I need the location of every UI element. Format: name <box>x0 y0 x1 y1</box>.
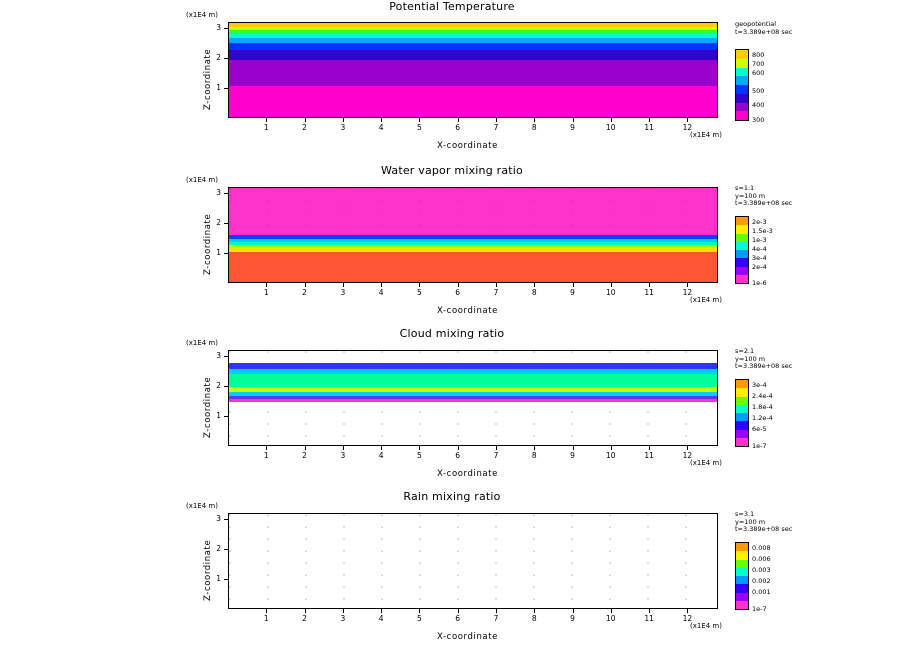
x-tick-label: 4 <box>378 288 384 297</box>
y-tick-label: 3 <box>216 188 221 197</box>
x-tick-label: 5 <box>417 288 422 297</box>
panel-title: Cloud mixing ratio <box>399 327 505 340</box>
x-tick-label: 1 <box>263 614 269 623</box>
y-tick-mark <box>224 223 228 224</box>
panel-title: Potential Temperature <box>389 0 515 13</box>
colorbar-tick-label: 500 <box>752 87 765 95</box>
x-tick-mark <box>534 446 535 450</box>
x-tick-label: 6 <box>455 123 461 132</box>
x-tick-mark <box>305 446 306 450</box>
x-tick-label: 10 <box>606 451 616 460</box>
colorbar-segment <box>736 59 748 68</box>
colorbar-tick-label: 0.008 <box>752 544 771 552</box>
contour-band <box>229 27 717 30</box>
colorbar-segment <box>736 111 748 120</box>
y-axis-unit-top: (x1E4 m) <box>186 11 218 19</box>
colorbar-segment <box>736 68 748 77</box>
colorbar-tick-label: 0.003 <box>752 566 771 574</box>
x-tick-mark <box>687 446 688 450</box>
colorbar-tick-label: 300 <box>752 116 765 124</box>
x-tick-mark <box>573 609 574 613</box>
contour-band <box>229 50 717 60</box>
colorbar-body <box>735 542 749 610</box>
x-tick-label: 8 <box>531 123 537 132</box>
x-tick-label: 1 <box>263 288 269 297</box>
colorbar-segment <box>736 593 748 601</box>
y-axis-unit-top: (x1E4 m) <box>186 176 218 184</box>
x-tick-mark <box>458 609 459 613</box>
x-tick-label: 10 <box>606 123 616 132</box>
y-tick-mark <box>224 579 228 580</box>
x-tick-label: 9 <box>570 451 575 460</box>
colorbar-tick-label: 1.8e-4 <box>752 403 773 411</box>
x-tick-label: 12 <box>682 451 693 460</box>
x-tick-mark <box>611 283 612 287</box>
colorbar-tick-label: 2e-4 <box>752 263 767 271</box>
contour-band <box>229 188 717 235</box>
colorbar-segment <box>736 250 748 258</box>
x-tick-label: 3 <box>340 288 346 297</box>
x-tick-label: 2 <box>302 123 307 132</box>
panel-cloud-mixing-ratio <box>0 325 904 485</box>
panel-water-vapor <box>0 162 904 322</box>
x-tick-mark <box>611 446 612 450</box>
colorbar-segment <box>736 225 748 233</box>
colorbar-segment <box>736 242 748 250</box>
contour-band <box>229 86 717 117</box>
contour-band <box>229 392 717 396</box>
colorbar-tick-label: 0.006 <box>752 555 771 563</box>
x-tick-mark <box>649 283 650 287</box>
x-axis-label: X-coordinate <box>437 632 499 642</box>
colorbar-segment <box>736 275 748 283</box>
colorbar-arrow-top <box>735 42 749 49</box>
colorbar-body <box>735 216 749 284</box>
x-tick-mark <box>496 446 497 450</box>
x-tick-label: 11 <box>644 288 654 297</box>
colorbar-tick-label: 600 <box>752 69 765 77</box>
x-tick-mark <box>419 283 420 287</box>
x-tick-mark <box>687 609 688 613</box>
colorbar-tick-label: 3e-4 <box>752 254 767 262</box>
colorbar-arrow-top <box>735 209 749 216</box>
y-axis-label: Z-coordinate <box>203 539 213 601</box>
contour-band <box>229 30 717 34</box>
x-tick-mark <box>419 609 420 613</box>
x-tick-mark <box>611 118 612 122</box>
colorbar-segment <box>736 601 748 609</box>
colorbar-segment <box>736 50 748 59</box>
y-axis-unit-top: (x1E4 m) <box>186 502 218 510</box>
y-tick-label: 3 <box>216 514 221 523</box>
colorbar-segment <box>736 397 748 405</box>
y-tick-label: 1 <box>216 83 221 92</box>
colorbar-segment <box>736 438 748 446</box>
colorbar-segment <box>736 103 748 112</box>
y-tick-label: 2 <box>216 381 221 390</box>
x-tick-mark <box>419 118 420 122</box>
contour-band <box>229 363 717 368</box>
y-tick-label: 2 <box>216 218 221 227</box>
colorbar-segment <box>736 388 748 396</box>
colorbar-tick-label: 2e-3 <box>752 218 767 226</box>
x-tick-mark <box>381 283 382 287</box>
colorbar-tick-label: 0.001 <box>752 588 771 596</box>
x-tick-label: 11 <box>644 614 654 623</box>
contour-band <box>229 43 717 49</box>
x-tick-label: 7 <box>493 451 499 460</box>
x-tick-mark <box>266 609 267 613</box>
panel-rain-mixing-ratio <box>0 488 904 654</box>
plot-area <box>228 22 718 118</box>
x-axis-label: X-coordinate <box>437 469 499 479</box>
y-tick-mark <box>224 549 228 550</box>
x-tick-label: 2 <box>302 288 307 297</box>
x-tick-label: 3 <box>340 123 346 132</box>
colorbar-body <box>735 49 749 121</box>
panel-potential-temperature <box>0 0 904 160</box>
x-tick-mark <box>343 446 344 450</box>
contour-band <box>229 23 717 27</box>
colorbar-tick-label: 4e-4 <box>752 245 767 253</box>
colorbar-annotation: s=3.1 y=100 m t=3.389e+08 sec <box>735 510 793 533</box>
colorbar-segment <box>736 217 748 225</box>
x-tick-mark <box>343 118 344 122</box>
contour-band <box>229 369 717 374</box>
x-tick-label: 12 <box>682 614 693 623</box>
y-axis-label: Z-coordinate <box>203 48 213 110</box>
x-tick-label: 9 <box>570 123 575 132</box>
x-tick-label: 8 <box>531 451 537 460</box>
x-axis-label: X-coordinate <box>437 306 499 316</box>
colorbar-tick-label: 1e-6 <box>752 279 767 287</box>
x-tick-mark <box>534 609 535 613</box>
x-tick-mark <box>534 283 535 287</box>
colorbar-segment <box>736 584 748 592</box>
x-tick-mark <box>649 118 650 122</box>
contour-band <box>229 60 717 86</box>
plot-area <box>228 187 718 283</box>
x-tick-mark <box>381 118 382 122</box>
x-tick-label: 6 <box>455 614 461 623</box>
y-axis-unit-top: (x1E4 m) <box>186 339 218 347</box>
x-tick-label: 3 <box>340 614 346 623</box>
x-tick-mark <box>687 283 688 287</box>
x-tick-label: 6 <box>455 451 461 460</box>
colorbar-tick-label: 700 <box>752 60 765 68</box>
x-tick-label: 7 <box>493 614 499 623</box>
colorbar-segment <box>736 380 748 388</box>
x-tick-label: 3 <box>340 451 346 460</box>
x-tick-mark <box>573 446 574 450</box>
y-tick-mark <box>224 28 228 29</box>
x-tick-mark <box>496 609 497 613</box>
colorbar-segment <box>736 267 748 275</box>
x-tick-label: 7 <box>493 123 499 132</box>
x-tick-mark <box>381 446 382 450</box>
x-tick-label: 12 <box>682 288 693 297</box>
colorbar-tick-label: 2.4e-4 <box>752 392 773 400</box>
panel-title: Water vapor mixing ratio <box>381 164 523 177</box>
plot-area <box>228 513 718 609</box>
x-tick-label: 11 <box>644 451 654 460</box>
x-tick-mark <box>305 118 306 122</box>
colorbar-tick-label: 1e-7 <box>752 442 767 450</box>
y-tick-label: 1 <box>216 248 221 257</box>
x-tick-label: 11 <box>644 123 654 132</box>
x-tick-label: 5 <box>417 614 422 623</box>
x-tick-mark <box>266 283 267 287</box>
x-tick-mark <box>419 446 420 450</box>
dot-grid <box>229 514 717 608</box>
colorbar-annotation: s=1.1 y=100 m t=3.389e+08 sec <box>735 184 793 207</box>
x-tick-mark <box>649 446 650 450</box>
colorbar-tick-label: 0.002 <box>752 577 771 585</box>
x-tick-mark <box>687 118 688 122</box>
y-axis-label: Z-coordinate <box>203 376 213 438</box>
x-tick-label: 7 <box>493 288 499 297</box>
colorbar-tick-label: 1e-3 <box>752 236 767 244</box>
x-axis-unit-bottom: (x1E4 m) <box>690 296 722 304</box>
colorbar-segment <box>736 94 748 103</box>
x-tick-mark <box>381 609 382 613</box>
x-tick-label: 5 <box>417 123 422 132</box>
x-tick-mark <box>458 283 459 287</box>
x-tick-label: 8 <box>531 288 537 297</box>
y-tick-mark <box>224 416 228 417</box>
x-axis-unit-bottom: (x1E4 m) <box>690 622 722 630</box>
contour-band <box>229 399 717 402</box>
colorbar-tick-label: 1.2e-4 <box>752 414 773 422</box>
x-tick-mark <box>496 283 497 287</box>
contour-band <box>229 38 717 43</box>
y-tick-label: 2 <box>216 53 221 62</box>
colorbar-tick-label: 1.5e-3 <box>752 227 773 235</box>
colorbar-segment <box>736 576 748 584</box>
contour-band <box>229 387 717 391</box>
x-axis-label: X-coordinate <box>437 141 499 151</box>
colorbar-tick-label: 3e-4 <box>752 381 767 389</box>
x-tick-label: 4 <box>378 614 384 623</box>
colorbar-segment <box>736 234 748 242</box>
y-tick-label: 2 <box>216 544 221 553</box>
x-tick-mark <box>458 118 459 122</box>
x-tick-label: 2 <box>302 451 307 460</box>
y-tick-label: 3 <box>216 351 221 360</box>
colorbar-segment <box>736 258 748 266</box>
colorbar-segment <box>736 543 748 551</box>
y-tick-mark <box>224 88 228 89</box>
x-tick-mark <box>266 118 267 122</box>
colorbar-annotation: geopotential t=3.389e+08 sec <box>735 20 793 36</box>
y-tick-mark <box>224 193 228 194</box>
colorbar-arrow-top <box>735 372 749 379</box>
x-tick-label: 12 <box>682 123 693 132</box>
contour-band <box>229 33 717 37</box>
colorbar-body <box>735 379 749 447</box>
x-tick-mark <box>496 118 497 122</box>
colorbar-segment <box>736 413 748 421</box>
colorbar-arrow-top <box>735 535 749 542</box>
y-tick-mark <box>224 356 228 357</box>
colorbar-segment <box>736 85 748 94</box>
x-tick-label: 6 <box>455 288 461 297</box>
x-tick-label: 5 <box>417 451 422 460</box>
x-tick-mark <box>305 609 306 613</box>
x-tick-label: 10 <box>606 288 616 297</box>
x-tick-label: 9 <box>570 614 575 623</box>
x-tick-label: 8 <box>531 614 537 623</box>
colorbar-segment <box>736 560 748 568</box>
y-tick-label: 1 <box>216 411 221 420</box>
x-axis-unit-bottom: (x1E4 m) <box>690 131 722 139</box>
contour-band <box>229 374 717 388</box>
x-tick-mark <box>343 283 344 287</box>
colorbar-segment <box>736 430 748 438</box>
x-tick-mark <box>649 609 650 613</box>
colorbar-segment <box>736 551 748 559</box>
x-tick-label: 9 <box>570 288 575 297</box>
x-tick-mark <box>534 118 535 122</box>
x-tick-label: 4 <box>378 123 384 132</box>
colorbar-tick-label: 1e-7 <box>752 605 767 613</box>
contour-band <box>229 252 717 282</box>
y-tick-mark <box>224 253 228 254</box>
colorbar-segment <box>736 568 748 576</box>
plot-area <box>228 350 718 446</box>
colorbar-tick-label: 6e-5 <box>752 425 767 433</box>
contour-band <box>229 396 717 399</box>
colorbar-segment <box>736 405 748 413</box>
x-tick-mark <box>458 446 459 450</box>
colorbar-tick-label: 400 <box>752 101 765 109</box>
y-axis-label: Z-coordinate <box>203 213 213 275</box>
x-tick-mark <box>573 283 574 287</box>
x-axis-unit-bottom: (x1E4 m) <box>690 459 722 467</box>
x-tick-label: 1 <box>263 123 269 132</box>
x-tick-label: 10 <box>606 614 616 623</box>
colorbar-annotation: s=2.1 y=100 m t=3.389e+08 sec <box>735 347 793 370</box>
colorbar-segment <box>736 421 748 429</box>
x-tick-label: 1 <box>263 451 269 460</box>
y-tick-label: 1 <box>216 574 221 583</box>
x-tick-mark <box>305 283 306 287</box>
colorbar-segment <box>736 76 748 85</box>
y-tick-mark <box>224 519 228 520</box>
panel-title: Rain mixing ratio <box>403 490 501 503</box>
x-tick-mark <box>611 609 612 613</box>
y-tick-mark <box>224 386 228 387</box>
x-tick-label: 2 <box>302 614 307 623</box>
x-tick-mark <box>573 118 574 122</box>
colorbar-tick-label: 800 <box>752 51 765 59</box>
y-tick-label: 3 <box>216 23 221 32</box>
x-tick-label: 4 <box>378 451 384 460</box>
y-tick-mark <box>224 58 228 59</box>
x-tick-mark <box>266 446 267 450</box>
x-tick-mark <box>343 609 344 613</box>
